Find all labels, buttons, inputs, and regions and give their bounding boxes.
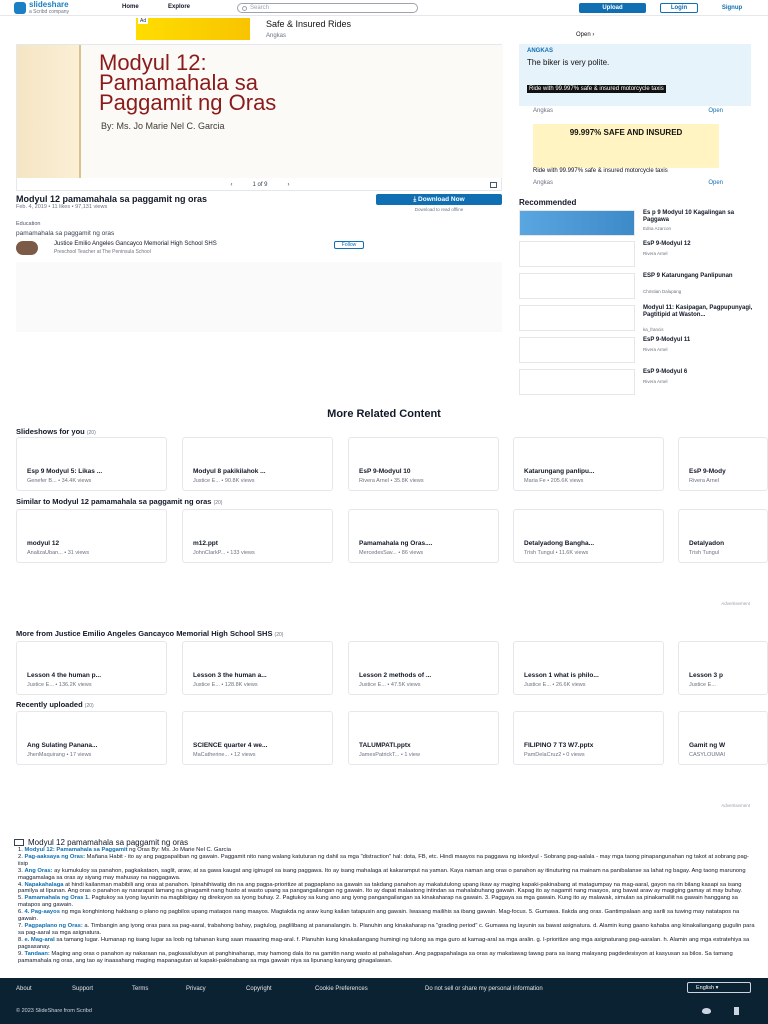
recommended-title: Modyul 11: Kasipagan, Pagpupunyagi, Pagtitipid at Waston... [643, 305, 753, 318]
section-count: (20) [84, 703, 94, 709]
page-indicator: 1 of 9 [252, 182, 268, 188]
slide-title-line: Modyul 12: [99, 50, 207, 75]
card-meta: Trish Tungul [689, 550, 720, 556]
card-title: SCIENCE quarter 4 we... [193, 742, 268, 749]
recommended-thumbnail [519, 305, 635, 331]
content-card[interactable] [513, 509, 664, 563]
card-meta: CASYLOUMAI [689, 752, 726, 758]
section-heading [16, 427, 96, 436]
transcript-text: sa tamang lugar. Humanap ng isang lugar sa loob ng tahanan kung saan maaaring mag-aral. f. Planuhin kung kinakailangang humingi ng tulong sa mga guro at kamag-aral sa mga aralin. g. I-prioritize ang mga asignaturang pag-aaralan. h. Alamin ang mga estratehiya sa pagsasanay. [18, 936, 750, 950]
card-title: EsP 9-Modyul 10 [359, 468, 411, 475]
search-input[interactable] [237, 3, 418, 13]
card-title: Detalyadon [689, 540, 725, 547]
recommended-thumbnail [519, 369, 635, 395]
ad-headline: 99.997% SAFE AND INSURED [569, 128, 683, 137]
footer-link[interactable]: Copyright [246, 986, 272, 992]
footer-link[interactable]: About [16, 986, 32, 992]
footer-link[interactable]: Privacy [186, 986, 206, 992]
card-meta: JhenMaquirang • 17 views [27, 752, 92, 758]
transcript-text: a. Timbangin ang iyong oras para sa pag-aaral, trabahong bahay, pagtulog, paglilibang at pananalangin. b. Planuhin ang kinakaharap na "grading period" c. Gumawa ng layunin sa bawat asignatura. d. Alamin kung gaano kahaba ang kinakailangang gugulin para sa pag-aaral sa mga asignatura. [18, 922, 755, 936]
ad-brand: ANGKAS [527, 48, 554, 54]
transcript-item [18, 847, 758, 854]
author-row [16, 241, 416, 257]
content-card[interactable] [513, 641, 664, 695]
transcript-item [18, 868, 758, 882]
card-meta: Justice E... • 90.8K views [193, 478, 255, 484]
transcript-keyword[interactable]: Napakahalaga [24, 881, 64, 888]
recommended-title: EsP 9-Modyul 6 [643, 369, 688, 375]
avatar[interactable] [16, 241, 38, 255]
recommended-title: EsP 9-Modyul 12 [643, 241, 691, 247]
transcript-item [18, 937, 758, 951]
side-ad-1[interactable] [519, 44, 751, 120]
card-meta: Justice E... • 47.5K views [359, 682, 421, 688]
transcript-text: ng mga konghintong hakbang o plano ng pagbilos upang mataqos nang maayos. Magtakda ng araw kung kailan tatapusin ang gawain. Iwasang mailihis sa ibang gawain. Mag-focus. 5. Gumawa. Ilakda ang oras. Gantimpalaan ang sarili sa tuwing may natatapos na gawain. [18, 909, 740, 923]
upload-button[interactable] [579, 3, 646, 13]
viewer-controls [17, 178, 503, 192]
content-card[interactable] [182, 509, 333, 563]
recommended-thumbnail [519, 337, 635, 363]
section-title: Similar to Modyul 12 pamamahala sa paggamit ng oras [16, 497, 212, 506]
author-subtitle: Preschool Teacher at The Peninsula School [54, 249, 151, 255]
transcript-text: Pagtukoy sa iyong layunin na magbibigay ng direksyon sa iyong buhay. 2. Pagtukoy sa kung ano ang iyong pangangailangan sa kinakaharap na gawain. 3. Paggaya sa mga gawain. Kung ito ay malawak, simulan sa pinakamaliit na gawain hanggang sa matapos ang gawain. [18, 895, 738, 909]
card-title: Gamit ng W [689, 742, 726, 749]
card-title: Esp 9 Modyul 5: Likas ... [27, 468, 103, 475]
card-meta: PamDelaCruz2 • 0 views [524, 752, 585, 758]
card-title: Lesson 3 p [689, 672, 723, 679]
content-card[interactable] [513, 437, 664, 491]
slide-title-line: Pamamahala sa [99, 70, 258, 95]
recommended-item[interactable] [519, 273, 751, 301]
section-heading [16, 629, 283, 638]
transcript-keyword[interactable]: Modyul 12: Pamamahala sa Paggamit [24, 847, 128, 853]
transcript-number: 2. [18, 853, 23, 860]
transcript-item [18, 854, 758, 868]
content-card[interactable] [16, 711, 167, 765]
card-meta: Rivera Arnel • 35.8K views [359, 478, 424, 484]
content-card[interactable] [678, 437, 768, 491]
card-title: EsP 9-Mody [689, 468, 726, 475]
footer-link[interactable]: Do not sell or share my personal information [425, 986, 543, 992]
transcript-text: ng Oras By: Ms. Jo Marie Nel C. Garcia [127, 847, 231, 853]
nav-home[interactable]: Home [122, 4, 139, 10]
ad-tagline: Ride with 99.997% safe & insured motorcycle taxis [533, 168, 668, 174]
transcript-text: Mañana Habit - ito ay ang pagpapaliban ng gawain. Paggamit nito nang walang katuturan ng dahil sa mga "distraction" hal: dota, FB, etc. Hindi maayos na paggawa ng iskedyul - Sobrang pag-aalala - may mga taong pinapangunahan ng takot at sobrang pag-iisip [18, 853, 749, 867]
card-title: Lesson 1 what is philo... [524, 672, 599, 679]
recommended-item[interactable] [519, 241, 751, 269]
upload-label: Upload [602, 5, 623, 11]
footer-link[interactable]: Terms [132, 986, 149, 992]
document-icon [14, 839, 24, 846]
card-title: Lesson 2 methods of ... [359, 672, 432, 679]
top-nav [0, 0, 768, 16]
card-meta: MercedesSav... • 86 views [359, 550, 424, 556]
recommended-title: ESP 9 Katarungang Panlipunan [643, 273, 733, 279]
card-title: modyul 12 [27, 540, 60, 547]
transcript-number: 1. [18, 847, 23, 853]
content-card[interactable] [348, 711, 499, 765]
recommended-title: Es p 9 Modyul 10 Kagalingan sa Paggawa [643, 210, 735, 223]
recommended-author: Christian Dalupang [643, 289, 682, 294]
content-card[interactable] [348, 509, 499, 563]
content-card[interactable] [182, 437, 333, 491]
transcript-heading [14, 838, 758, 847]
transcript-item [18, 909, 758, 923]
card-meta: Justice E... • 26.6K views [524, 682, 586, 688]
category-link[interactable]: Education [16, 221, 41, 227]
download-button[interactable]: ⤓ Download Now [376, 194, 502, 205]
transcript-keyword[interactable]: Pag-aaksaya ng Oras: [24, 853, 86, 860]
download-label: Download Now [418, 196, 465, 203]
advertisement-label: Advertisement [721, 601, 750, 606]
content-card[interactable] [16, 509, 167, 563]
search-icon [242, 6, 247, 11]
transcript-item [18, 951, 758, 965]
content-card[interactable] [348, 641, 499, 695]
card-meta: Genefer B... • 34.4K views [27, 478, 92, 484]
top-ad-banner[interactable] [136, 16, 616, 42]
login-button[interactable]: Login [660, 3, 698, 13]
advertisement-label: Advertisement [721, 803, 750, 808]
transcript-keyword[interactable]: e. Mag-aral [24, 936, 55, 943]
card-title: m12.ppt [193, 540, 218, 547]
recommended-title: EsP 9-Modyul 11 [643, 337, 691, 343]
recommended-author: Rivera Arnel [643, 251, 668, 256]
card-meta: Trish Tungul • 11.6K views [524, 550, 589, 556]
card-title: Lesson 3 the human a... [193, 672, 267, 679]
content-card[interactable] [16, 641, 167, 695]
transcript-number: 9. [18, 950, 23, 957]
ad-badge: Ad [140, 18, 147, 24]
footer-link[interactable]: Support [72, 986, 94, 992]
transcript-text: Maging ang oras o panahon ay nakaraan na, pagkasalubyun at panghinaharap, may hamong dala ito na gamitin nang wasto at pahalagahan. Ang pagpapahalaga sa oras ay makatawag tawag para sa isang malayang pagdedesisyon at kasyusan sa bilos. Sa tamang pamamahala ng oras, ang tao ay inaasahang maging mapanagutan at kapaki-pakinabang sa mga gawain niya sa lipunang kanyang ginagalawan. [18, 950, 733, 964]
transcript-title: Modyul 12 pamamahala sa paggamit ng oras [28, 838, 189, 847]
recommended-item[interactable] [519, 305, 751, 333]
transcript-keyword[interactable]: Ang Oras: [24, 867, 53, 874]
section-title: Recently uploaded [16, 700, 83, 709]
follow-button[interactable]: Follow [334, 241, 364, 249]
recommended-author: Rivera Arnel [643, 347, 668, 352]
ad-advertiser: Angkas [533, 108, 554, 114]
content-card[interactable] [678, 711, 768, 765]
recommended-item[interactable] [519, 369, 751, 397]
recommended-author: Edna Azarcon [643, 226, 672, 231]
card-title: TALUMPATI.pptx [359, 742, 411, 749]
transcript-item [18, 882, 758, 896]
recommended-author: Rivera Arnel [643, 379, 668, 384]
content-card[interactable] [513, 711, 664, 765]
section-heading [16, 497, 222, 506]
ad-title: Safe & Insured Rides [266, 19, 352, 29]
content-placeholder [16, 262, 502, 332]
slideshare-logo[interactable] [14, 1, 69, 15]
card-meta: MaCatherine... • 12 views [193, 752, 256, 758]
section-count: (20) [86, 430, 96, 436]
transcript-number: 3. [18, 867, 23, 874]
slide-decoration [17, 45, 81, 178]
recommended-author: ka_francis [643, 327, 664, 332]
facebook-icon[interactable] [734, 1007, 739, 1015]
prev-slide-icon[interactable]: ‹ [230, 182, 233, 188]
section-count: (20) [213, 500, 223, 506]
logo-text: slideshare [29, 0, 69, 9]
language-select[interactable]: English ▾ [687, 982, 751, 993]
transcript-number: 8. [18, 936, 23, 943]
slide-title [99, 50, 277, 115]
related-heading: More Related Content [327, 408, 441, 420]
section-heading [16, 700, 94, 709]
card-title: Ang Sulating Panana... [27, 742, 98, 749]
card-title: Pamamahala ng Oras.... [359, 540, 433, 547]
transcript-keyword[interactable]: Pamamahala ng Oras 1. [24, 895, 90, 902]
signup-button[interactable]: Signup [721, 5, 743, 11]
content-card[interactable] [348, 437, 499, 491]
section-count: (20) [274, 632, 284, 638]
footer-link[interactable]: Cookie Preferences [315, 986, 368, 992]
card-meta: JamesPatrickT... • 1 view [359, 752, 420, 758]
copyright: © 2023 SlideShare from Scribd [16, 1008, 92, 1014]
card-title: Lesson 4 the human p... [27, 672, 102, 679]
ad-open-label: Open [576, 32, 591, 38]
language-label: English [696, 984, 715, 991]
search-placeholder: Search [250, 5, 270, 11]
ad-headline: The biker is very polite. [527, 58, 610, 67]
content-card[interactable] [678, 509, 768, 563]
slide-viewer [16, 44, 502, 191]
recommended-thumbnail [519, 241, 635, 267]
ad-open-link[interactable]: Open › [576, 32, 595, 38]
card-title: Katarungang panlipu... [524, 468, 595, 475]
transcript-item [18, 895, 758, 909]
side-ad-2[interactable] [519, 124, 751, 188]
ad-advertiser: Angkas [266, 33, 287, 39]
recommended-thumbnail [519, 273, 635, 299]
card-meta: AnalizaUban... • 31 views [27, 550, 90, 556]
transcript-text: ay kumukuloy sa panahon, pagkakataon, saglit, araw, at sa gawa kaugat ang iginugol sa isang paggawa. Ito ay isang mahalaga at kakaramput na yaman. Kaya naman ang oras o panahon ay itinuturing na mainam na panibalanse sa lahat ng bagay. Ang taong marunong maggamalaga sa oras ay siyang may mahusay na naggagawa. [18, 867, 746, 881]
transcript-keyword[interactable]: Tandaan: [24, 950, 50, 957]
document-meta: Feb. 4, 2019 • 11 likes • 97,131 views [16, 204, 108, 210]
card-meta: Justice E... • 136.2K views [27, 682, 92, 688]
document-title: Modyul 12 pamamahala sa paggamit ng oras [16, 194, 208, 204]
transcript-number: 4. [18, 881, 23, 888]
twitter-icon[interactable] [702, 1008, 711, 1014]
transcript-keyword[interactable]: Pagpaplano ng Oras: [24, 922, 83, 929]
next-slide-icon[interactable]: › [287, 182, 290, 188]
transcript-number: 5. [18, 895, 23, 902]
content-card[interactable] [678, 641, 768, 695]
slide-image[interactable] [17, 45, 503, 178]
download-note: Download to read offline [414, 207, 464, 212]
card-meta: JohnClarkP... • 133 views [193, 550, 255, 556]
document-description: pamamahala sa paggamit ng oras [16, 230, 115, 237]
slide-title-line: Paggamit ng Oras [99, 90, 277, 115]
card-title: Detalyadong Bangha... [524, 540, 595, 547]
card-meta: Justice E... • 128.8K views [193, 682, 258, 688]
slide-byline: By: Ms. Jo Marie Nel C. Garcia [101, 121, 225, 131]
card-meta: Justice E... [689, 682, 716, 688]
transcript-item [18, 923, 758, 937]
transcript-keyword[interactable]: 4. Pag-aayos [24, 909, 60, 916]
logo-icon [14, 2, 26, 14]
author-name[interactable]: Justice Emilio Angeles Gancayco Memorial High School SHS [54, 241, 217, 247]
transcript-number: 7. [18, 922, 23, 929]
recommended-item[interactable] [519, 210, 751, 238]
recommended-item[interactable] [519, 337, 751, 365]
nav-explore[interactable]: Explore [168, 4, 191, 10]
card-meta: Maria Fe • 205.6K views [524, 478, 584, 484]
transcript [14, 838, 758, 964]
logo-subtitle: a Scribd company [29, 9, 70, 15]
recommended-thumbnail [519, 210, 635, 236]
section-title: Slideshows for you [16, 427, 85, 436]
ad-tagline: Ride with 99.997% safe & insured motorcycle taxis [529, 86, 664, 92]
ad-open-link[interactable]: Open [708, 108, 723, 114]
content-card[interactable] [16, 437, 167, 491]
ad-image [136, 18, 250, 40]
content-card[interactable] [182, 711, 333, 765]
transcript-text: at hindi kailanman mabibili ang oras at panahon. Ipinahihiwatig din na ang pagpa-prioritize at pagpaplano sa gawain sa takdang panahon ay makatutulong upang ikaw ay maging kapaki-pakinabang at matagumpay na mag-aaral, gayon na rin bilang kasapi sa isang pamilya at lipunan. Ang oras o panahon ay nararapat lamang na ginagamit nang husto at wasto upang sa pangangailangan ng gawain. Ito ay dapat malaatong intindan sa mahalabuhang gawain. Kapag ito ay nagamit nang maayos, ang bawat araw ay magiging gamay at may buhay. [18, 881, 743, 895]
section-title: More from Justice Emilio Angeles Gancayco Memorial High School SHS [16, 629, 273, 638]
content-card[interactable] [182, 641, 333, 695]
ad-advertiser: Angkas [533, 180, 554, 186]
recommended-heading: Recommended [519, 198, 577, 207]
footer [0, 978, 768, 1024]
fullscreen-icon[interactable] [490, 182, 497, 188]
card-title: Modyul 8 pakikilahok ... [193, 468, 266, 475]
card-title: FILIPINO 7 T3 W7.pptx [524, 742, 594, 749]
card-meta: Rivera Arnel [689, 478, 719, 484]
transcript-number: 6. [18, 909, 23, 916]
ad-open-link[interactable]: Open [708, 180, 723, 186]
